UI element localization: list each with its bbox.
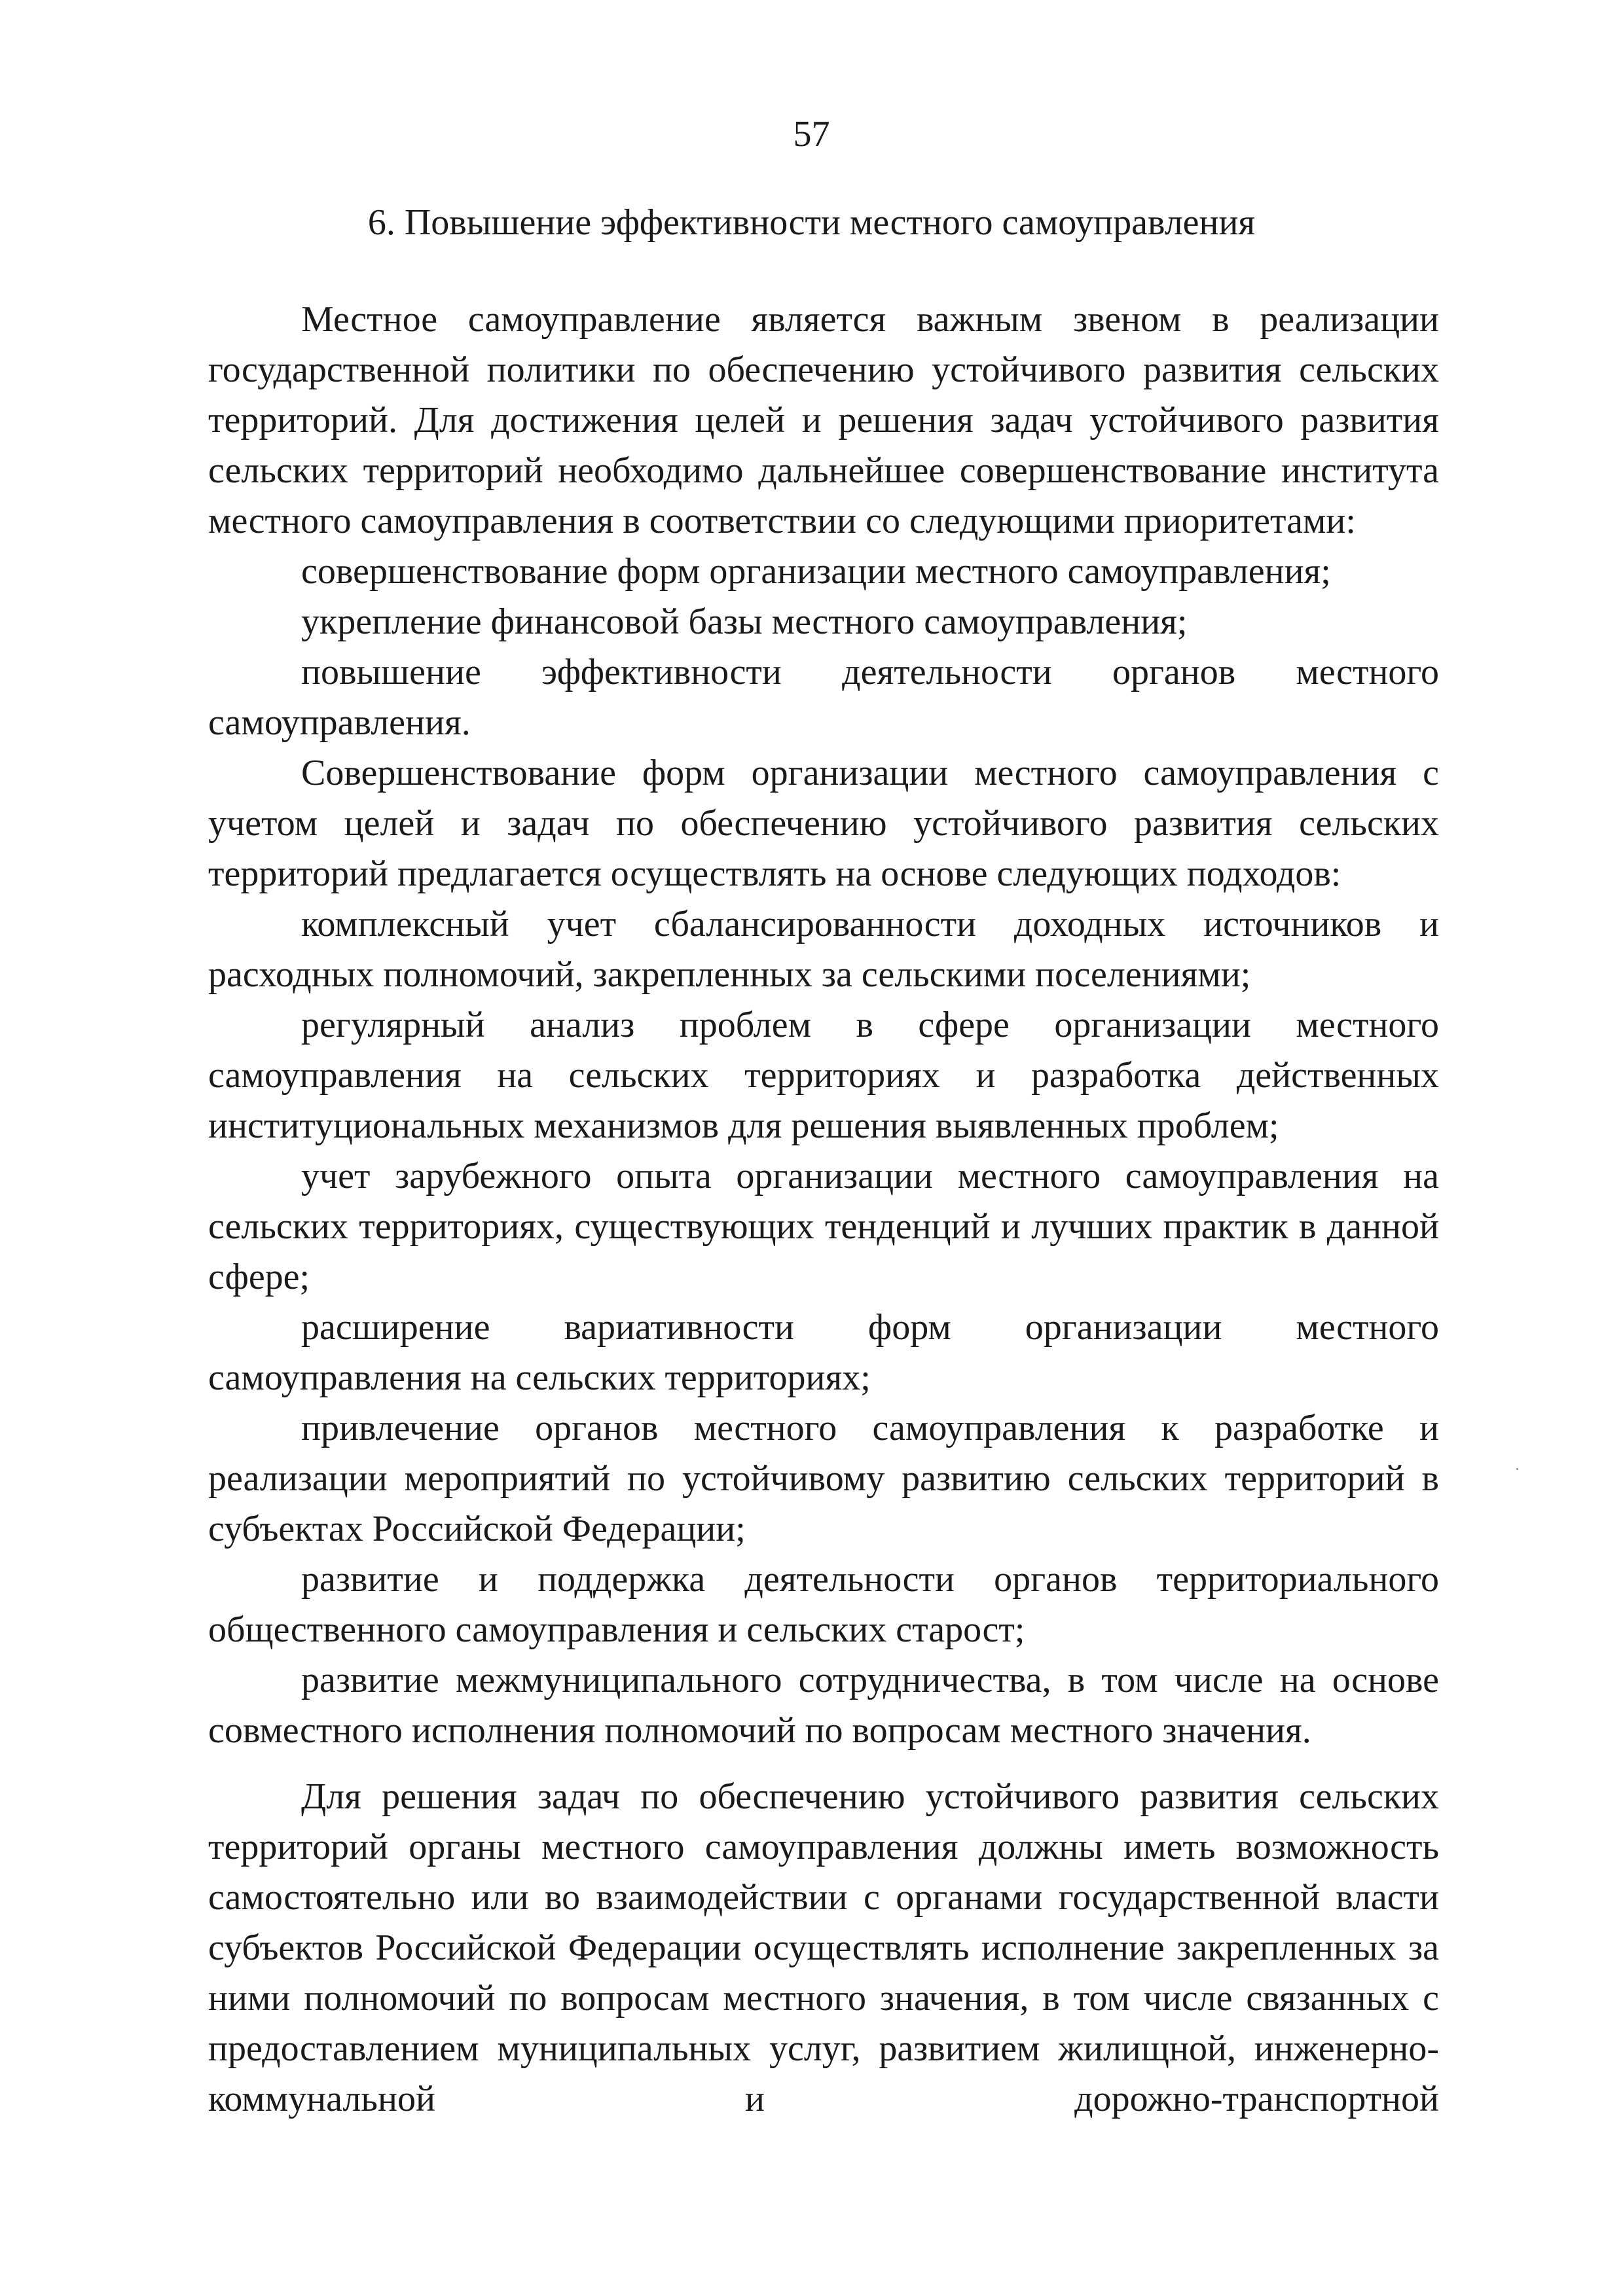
list-item-approach: комплексный учет сбалансированности доходных источников и расходных полномочий, закрепленных за сельскими поселениями; [208,904,1439,995]
list-item-approach: учет зарубежного опыта организации местного самоуправления на сельских территориях, существующих тенденций и лучших практик в данной сфере; [208,1156,1439,1297]
body-text [208,295,1439,2125]
list-item-approach: расширение вариативности форм организации местного самоуправления на сельских территориях; [208,1307,1439,1398]
paragraph-approaches: Совершенствование форм организации местного самоуправления с учетом целей и задач по обеспечению устойчивого развития сельских территорий предлагается осуществлять на основе следующих подходов: [208,753,1439,894]
scan-speck [1516,1468,1518,1470]
list-item-approach: регулярный анализ проблем в сфере организации местного самоуправления на сельских территориях и разработка действенных институциональных механизмов для решения выявленных проблем; [208,1005,1439,1146]
list-item-priority: повышение эффективности деятельности органов местного самоуправления. [208,652,1439,743]
section-title: 6. Повышение эффективности местного самоуправления [367,202,1256,243]
list-item-priority: совершенствование форм организации местного самоуправления; [301,551,1331,592]
page-number: 57 [793,114,830,154]
list-item-approach: развитие межмуниципального сотрудничества, в том числе на основе совместного исполнения полномочий по вопросам местного значения. [208,1660,1439,1751]
paragraph-tasks: Для решения задач по обеспечению устойчивого развития сельских территорий органы местного самоуправления должны иметь возможность самостоятельно или во взаимодействии с органами государственной власти субъектов Российской Федерации осуществлять исполнение закрепленных за ними полномочий по вопросам местного значения, в том числе связанных с предоставлением муниципальных услуг, развитием жилищной, инженерно-коммунальной и дорожно-транспортной [208,1776,1439,2119]
paragraph-intro: Местное самоуправление является важным звеном в реализации государственной политики по обеспечению устойчивого развития сельских территорий. Для достижения целей и решения задач устойчивого развития сельских территорий необходимо дальнейшее совершенствование института местного самоуправления в соответствии со следующими приоритетами: [208,299,1439,541]
list-item-approach: развитие и поддержка деятельности органов территориального общественного самоуправления и сельских старост; [208,1559,1439,1650]
list-item-approach: привлечение органов местного самоуправления к разработке и реализации мероприятий по устойчивому развитию сельских территорий в субъектах Российской Федерации; [208,1408,1439,1549]
list-item-priority: укрепление финансовой базы местного самоуправления; [301,601,1188,642]
